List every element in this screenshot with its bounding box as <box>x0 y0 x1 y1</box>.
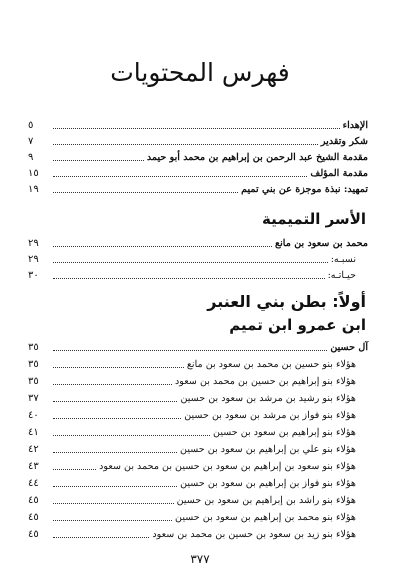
toc-entry <box>28 118 368 132</box>
leader-dots <box>53 434 210 436</box>
toc-entry <box>28 182 368 196</box>
entry-page: ٣٥ <box>28 376 39 387</box>
entry-page: ٥ <box>28 120 34 131</box>
entry-page: ٤١ <box>28 427 39 438</box>
entry-label: مقدمة المؤلف <box>310 168 368 179</box>
entry-label: هؤلاء بنو رشيد بن مرشد بن سعود بن حسين <box>180 393 356 404</box>
entry-page: ٤٤ <box>28 478 39 489</box>
entry-label: هؤلاء بنو علي بن إبراهيم بن سعود بن حسين <box>180 444 356 455</box>
toc-entry <box>28 252 368 266</box>
leader-dots <box>53 485 177 487</box>
entry-page: ٢٩ <box>28 254 39 265</box>
entry-label: حيـاتـه: <box>327 270 356 281</box>
leader-dots <box>53 261 328 263</box>
entry-label: هؤلاء بنو حسين بن محمد بن سعود بن مانع <box>186 359 356 370</box>
leader-dots <box>53 383 172 385</box>
entry-page: ٣٠ <box>28 270 39 281</box>
entry-page: ٤٢ <box>28 444 39 455</box>
entry-page: ٣٥ <box>28 342 39 353</box>
entry-page: ٤٣ <box>28 461 39 472</box>
leader-dots <box>53 349 327 351</box>
toc-entry <box>28 236 368 250</box>
toc-entry <box>28 134 368 148</box>
entry-page: ٣٥ <box>28 359 39 370</box>
entry-label: الإهداء <box>342 120 368 131</box>
entry-label: شكر وتقدير <box>320 136 368 147</box>
leader-dots <box>53 366 184 368</box>
entry-label: آل حسين <box>330 342 368 353</box>
leader-dots <box>53 536 149 538</box>
entry-label: هؤلاء بنو إبراهيم بن حسين بن محمد بن سعود <box>175 376 356 387</box>
entry-page: ٤٥ <box>28 512 39 523</box>
entry-label: مقدمة الشيخ عبد الرحمن بن إبراهيم بن محمد أبو حيمد <box>146 152 368 163</box>
leader-dots <box>53 400 177 402</box>
section-subheading: ابن عمرو ابن تميم <box>229 316 366 334</box>
entry-label: هؤلاء بنو زيد بن سعود بن حسين بن محمد بن سعود <box>152 529 356 540</box>
entry-label: نسبـه: <box>330 254 356 265</box>
toc-entry <box>28 425 368 439</box>
entry-page: ٩ <box>28 152 34 163</box>
entry-page: ٣٧ <box>28 393 39 404</box>
entry-label: تمهيد: نبذة موجزة عن بني تميم <box>241 184 368 195</box>
entry-page: ٧ <box>28 136 34 147</box>
entry-page: ١٩ <box>28 184 39 195</box>
entry-label: هؤلاء بنو سعود بن إبراهيم بن سعود بن حسين بن محمد بن سعود <box>99 461 356 472</box>
toc-entry <box>28 493 368 507</box>
leader-dots <box>53 451 177 453</box>
leader-dots <box>53 127 340 129</box>
entry-label: هؤلاء بنو إبراهيم بن سعود بن حسين <box>213 427 356 438</box>
toc-entry <box>28 459 368 473</box>
toc-entry <box>28 391 368 405</box>
entry-label: هؤلاء بنو فواز بن مرشد بن سعود بن حسين <box>184 410 356 421</box>
entry-page: ٤٥ <box>28 529 39 540</box>
toc-entry <box>28 357 368 371</box>
leader-dots <box>53 468 96 470</box>
entry-page: ١٥ <box>28 168 39 179</box>
section-heading: أولاً: بطن بني العنبر <box>207 292 366 311</box>
entry-page: ٤٠ <box>28 410 39 421</box>
toc-entry <box>28 408 368 422</box>
toc-entry <box>28 268 368 282</box>
toc-entry <box>28 340 368 354</box>
leader-dots <box>53 277 325 279</box>
page-number: ٣٧٧ <box>190 552 210 566</box>
leader-dots <box>53 519 172 521</box>
leader-dots <box>53 159 144 161</box>
entry-page: ٤٥ <box>28 495 39 506</box>
entry-label: هؤلاء بنو فواز بن إبراهيم بن سعود بن حسين <box>180 478 356 489</box>
toc-entry <box>28 166 368 180</box>
toc-entry <box>28 374 368 388</box>
leader-dots <box>53 191 238 193</box>
leader-dots <box>53 502 174 504</box>
leader-dots <box>53 417 181 419</box>
leader-dots <box>53 175 307 177</box>
section-heading: الأسر التميمية <box>262 210 366 228</box>
leader-dots <box>53 245 272 247</box>
toc-entry <box>28 476 368 490</box>
leader-dots <box>53 143 318 145</box>
page-title: فهرس المحتويات <box>110 58 290 87</box>
entry-label: هؤلاء بنو محمد بن إبراهيم بن سعود بن حسين <box>175 512 356 523</box>
entry-page: ٢٩ <box>28 238 39 249</box>
entry-label: محمد بن سعود بن مانع <box>275 238 368 249</box>
toc-entry <box>28 442 368 456</box>
entry-label: هؤلاء بنو راشد بن إبراهيم بن سعود بن حسين <box>176 495 356 506</box>
toc-entry <box>28 527 368 541</box>
toc-entry <box>28 150 368 164</box>
toc-entry <box>28 510 368 524</box>
